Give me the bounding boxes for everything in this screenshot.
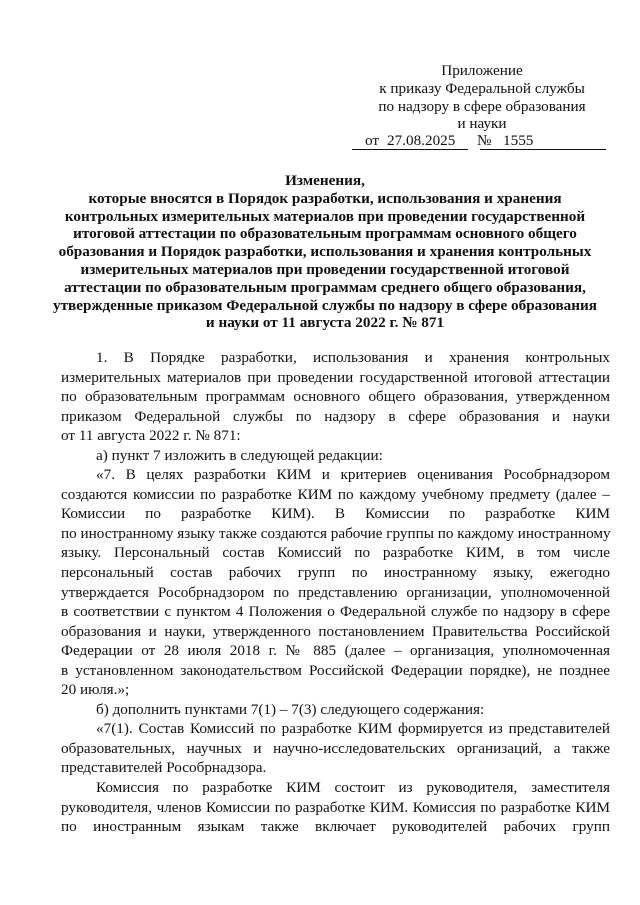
body-line: в соответствии с пунктом 4 Положения о Федеральной службе по надзору в сфере bbox=[61, 603, 610, 621]
body-line: представителей Рособрнадзора. bbox=[61, 759, 267, 777]
body-line: по иностранным языкам также включает руководителей рабочих групп bbox=[61, 818, 610, 836]
body-line: создаются комиссии по разработке КИМ по каждому учебному предмету (далее – bbox=[61, 485, 610, 503]
order-date-number bbox=[352, 132, 606, 150]
title-line: и науки от 11 августа 2022 г. № 871 bbox=[205, 314, 445, 332]
order-date: 27.08.2025 bbox=[387, 132, 456, 149]
title-line: образования и Порядок разработки, использования и хранения контрольных bbox=[58, 243, 592, 261]
title-line: итоговой аттестации по образовательным программам основного общего bbox=[73, 225, 577, 243]
appendix-header bbox=[352, 62, 612, 133]
document-body bbox=[61, 348, 610, 837]
body-line: утверждается Рособрнадзором по представлению организации, уполномоченной bbox=[61, 583, 610, 601]
title-line: аттестации по образовательным программам среднего общего образования, bbox=[64, 278, 586, 296]
body-line: 20 июля.»; bbox=[61, 681, 130, 699]
title-line: которые вносятся в Порядок разработки, использования и хранения bbox=[88, 189, 562, 207]
title-line: утвержденные приказом Федеральной службы по надзору в сфере образования bbox=[53, 296, 597, 314]
body-line: персональный состав рабочих групп по иностранному языку, ежегодно bbox=[61, 564, 610, 582]
title-line: Изменения, bbox=[285, 172, 365, 189]
appendix-line: и науки bbox=[457, 115, 507, 133]
body-line: образовательных, научных и научно-исследовательских организаций, а также bbox=[61, 739, 610, 757]
date-prefix: от bbox=[365, 132, 380, 149]
document-title bbox=[40, 172, 610, 332]
body-line: а) пункт 7 изложить в следующей редакции: bbox=[96, 446, 383, 464]
body-line: по образовательным программам основного общего образования, утвержденном bbox=[61, 388, 610, 406]
body-line: Комиссия по разработке КИМ состоит из руководителя, заместителя bbox=[96, 779, 610, 797]
order-number: 1555 bbox=[503, 132, 534, 149]
body-line: «7. В целях разработки КИМ и критериев оценивания Рособрнадзором bbox=[96, 466, 610, 484]
body-line: от 11 августа 2022 г. № 871: bbox=[61, 427, 241, 445]
body-line: руководителя, членов Комиссии по разработке КИМ. Комиссия по разработке КИМ bbox=[61, 798, 610, 816]
body-line: образования и науки, утвержденного постановлением Правительства Российской bbox=[61, 622, 610, 640]
body-line: Федерации от 28 июля 2018 г. № 885 (далее – организация, уполномоченная bbox=[61, 642, 610, 660]
body-line: приказом Федеральной службы по надзору в сфере образования и науки bbox=[61, 407, 610, 425]
number-sign: № bbox=[477, 132, 492, 149]
appendix-line: к приказу Федеральной службы bbox=[379, 79, 585, 97]
body-line: 1. В Порядке разработки, использования и хранения контрольных bbox=[96, 349, 610, 366]
title-line: контрольных измерительных материалов при проведении государственной bbox=[64, 207, 586, 225]
body-line: по иностранному языку также создаются рабочие группы по каждому иностранному bbox=[61, 524, 611, 542]
body-line: Комиссии по разработке КИМ). В Комиссии по разработке КИМ bbox=[61, 505, 610, 523]
number-underline bbox=[480, 149, 606, 150]
body-line: б) дополнить пунктами 7(1) – 7(3) следующего содержания: bbox=[96, 700, 485, 718]
body-line: в установленном законодательством Российской Федерации порядке), не позднее bbox=[61, 661, 610, 679]
body-line: «7(1). Состав Комиссий по разработке КИМ формируется из представителей bbox=[96, 720, 610, 738]
body-line: измерительных материалов при проведении государственной итоговой аттестации bbox=[61, 368, 610, 386]
appendix-line: по надзору в сфере образования bbox=[378, 97, 586, 115]
body-line: языку. Персональный состав Комиссий по разработке КИМ, в том числе bbox=[61, 544, 610, 562]
appendix-title: Приложение bbox=[441, 62, 523, 79]
title-line: измерительных материалов при проведении государственной итоговой bbox=[80, 260, 570, 278]
